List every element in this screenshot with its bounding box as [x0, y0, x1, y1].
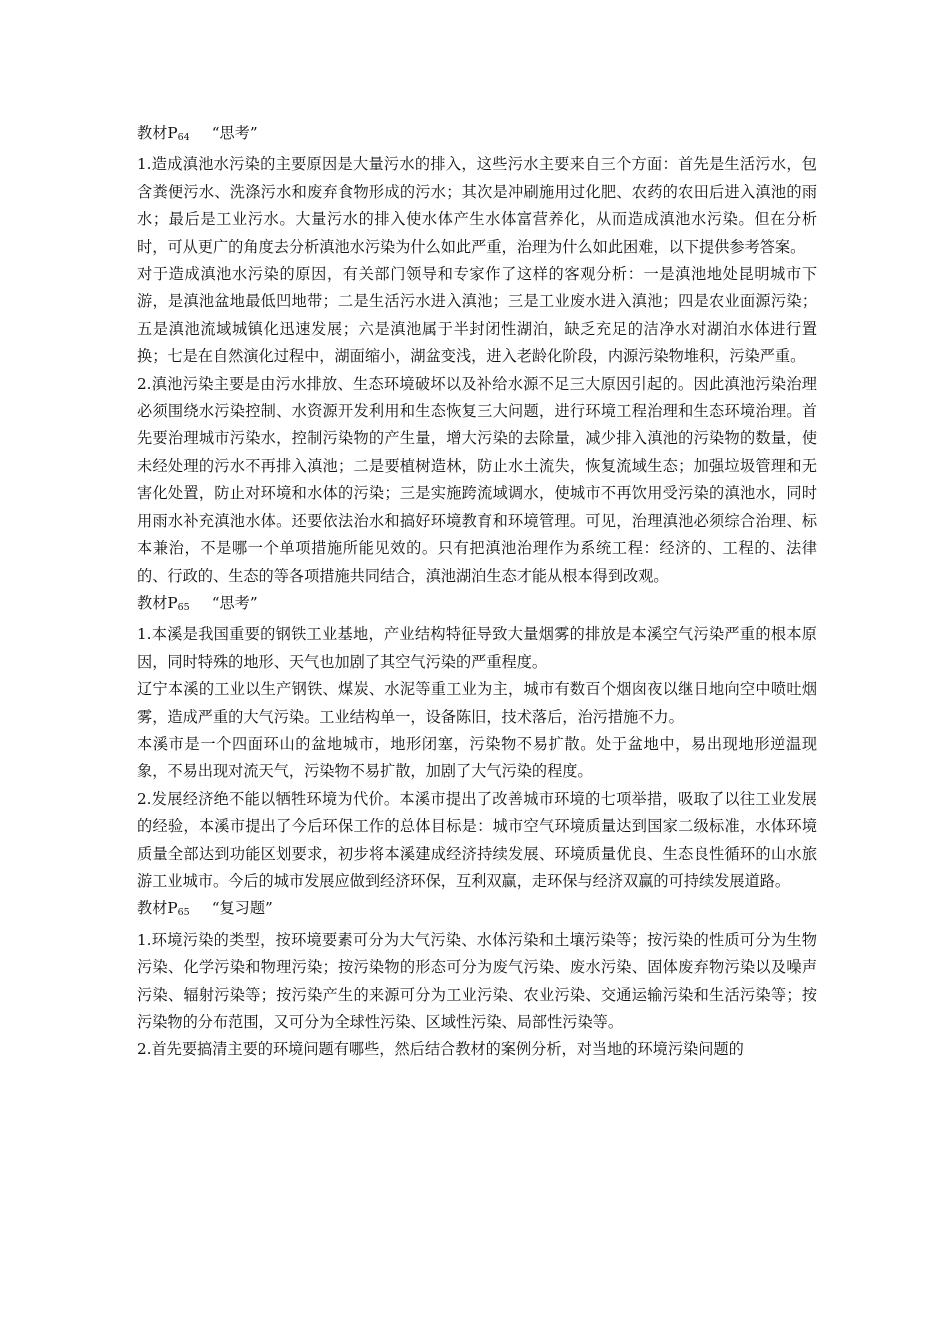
heading-title: “思考”: [211, 593, 258, 612]
heading-title: “思考”: [211, 124, 258, 142]
heading-page-prefix: P: [167, 124, 178, 142]
heading-page-prefix: P: [167, 593, 178, 612]
heading-page-number: 65: [177, 601, 190, 613]
section-heading: [137, 120, 817, 151]
heading-book: 教材: [137, 593, 168, 612]
heading-book: 教材: [137, 899, 168, 918]
document-page: [137, 120, 817, 1064]
paragraph: 2.首先要搞清主要的环境问题有哪些，然后结合教材的案例分析，对当地的环境污染问题的: [137, 1040, 744, 1059]
paragraph: 1.本溪是我国重要的钢铁工业基地，产业结构特征导致大量烟雾的排放是本溪空气污染严重的根本原因，同时特殊的地形、天气也加剧了其空气污染的严重程度。: [137, 625, 817, 671]
paragraph: 1.环境污染的类型，按环境要素可分为大气污染、水体污染和土壤污染等；按污染的性质可分为生物污染、化学污染和物理污染；按污染物的形态可分为废气污染、废水污染、固体废弃物污染以及噪声污染、辐射污染等；按污染产生的来源可分为工业污染、农业污染、交通运输污染和生活污染等；按污染物的分布范围，又可分为全球性污染、区域性污染、局部性污染等。: [137, 930, 817, 1031]
paragraph: 1.造成滇池水污染的主要原因是大量污水的排入，这些污水主要来自三个方面：首先是生活污水，包含粪便污水、洗涤污水和废弃食物形成的污水；其次是冲刷施用过化肥、农药的农田后进入滇池的雨水；最后是工业污水。大量污水的排入使水体产生水体富营养化，从而造成滇池水污染。但在分析时，可从更广的角度去分析滇池水污染为什么如此严重，治理为什么如此困难，以下提供参考答案。: [137, 155, 817, 256]
paragraph: 2.滇池污染主要是由污水排放、生态环境破坏以及补给水源不足三大原因引起的。因此滇池污染治理必须围绕水污染控制、水资源开发利用和生态恢复三大问题，进行环境工程治理和生态环境治理。首先要治理城市污染水，控制污染物的产生量，增大污染的去除量，减少排入滇池的污染物的数量，使未经处理的污水不再排入滇池；二是要植树造林，防止水土流失，恢复流域生态；加强垃圾管理和无害化处置，防止对环境和水体的污染；三是实施跨流域调水，使城市不再饮用受污染的滇池水，同时用雨水补充滇池水体。还要依法治水和搞好环境教育和环境管理。可见，治理滇池必须综合治理、标本兼治，不是哪一个单项措施所能见效的。只有把滇池治理作为系统工程：经济的、工程的、法律的、行政的、生态的等各项措施共同结合，滇池湖泊生态才能从根本得到改观。: [137, 374, 817, 585]
heading-page-prefix: P: [167, 899, 178, 918]
heading-title: “复习题”: [211, 899, 273, 918]
paragraph: 辽宁本溪的工业以生产钢铁、煤炭、水泥等重工业为主，城市有数百个烟囱夜以继日地向空中喷吐烟雾，造成严重的大气污染。工业结构单一，设备陈旧，技术落后，治污措施不力。: [137, 680, 817, 726]
heading-book: 教材: [137, 124, 168, 142]
section-heading: [137, 590, 817, 621]
section-heading: [137, 895, 817, 926]
paragraph: 本溪市是一个四面环山的盆地城市，地形闭塞，污染物不易扩散。处于盆地中，易出现地形逆温现象，不易出现对流天气，污染物不易扩散，加剧了大气污染的程度。: [137, 734, 817, 781]
paragraph: 对于造成滇池水污染的原因，有关部门领导和专家作了这样的客观分析：一是滇池地处昆明城市下游，是滇池盆地最低凹地带；二是生活污水进入滇池；三是工业废水进入滇池；四是农业面源污染；五是滇池流域城镇化迅速发展；六是滇池属于半封闭性湖泊，缺乏充足的洁净水对湖泊水体进行置换；七是在自然演化过程中，湖面缩小，湖盆变浅，进入老龄化阶段，内源污染物堆积，污染严重。: [137, 265, 817, 366]
heading-page-number: 64: [177, 132, 190, 143]
heading-page-number: 65: [177, 907, 190, 919]
paragraph: 2.发展经济绝不能以牺牲环境为代价。本溪市提出了改善城市环境的七项举措，吸取了以往工业发展的经验，本溪市提出了今后环保工作的总体目标是：城市空气环境质量达到国家二级标准，水体环境质量全部达到功能区划要求，初步将本溪建成经济持续发展、环境质量优良、生态良性循环的山水旅游工业城市。今后的城市发展应做到经济环保，互利双赢，走环保与经济双赢的可持续发展道路。: [137, 789, 817, 890]
